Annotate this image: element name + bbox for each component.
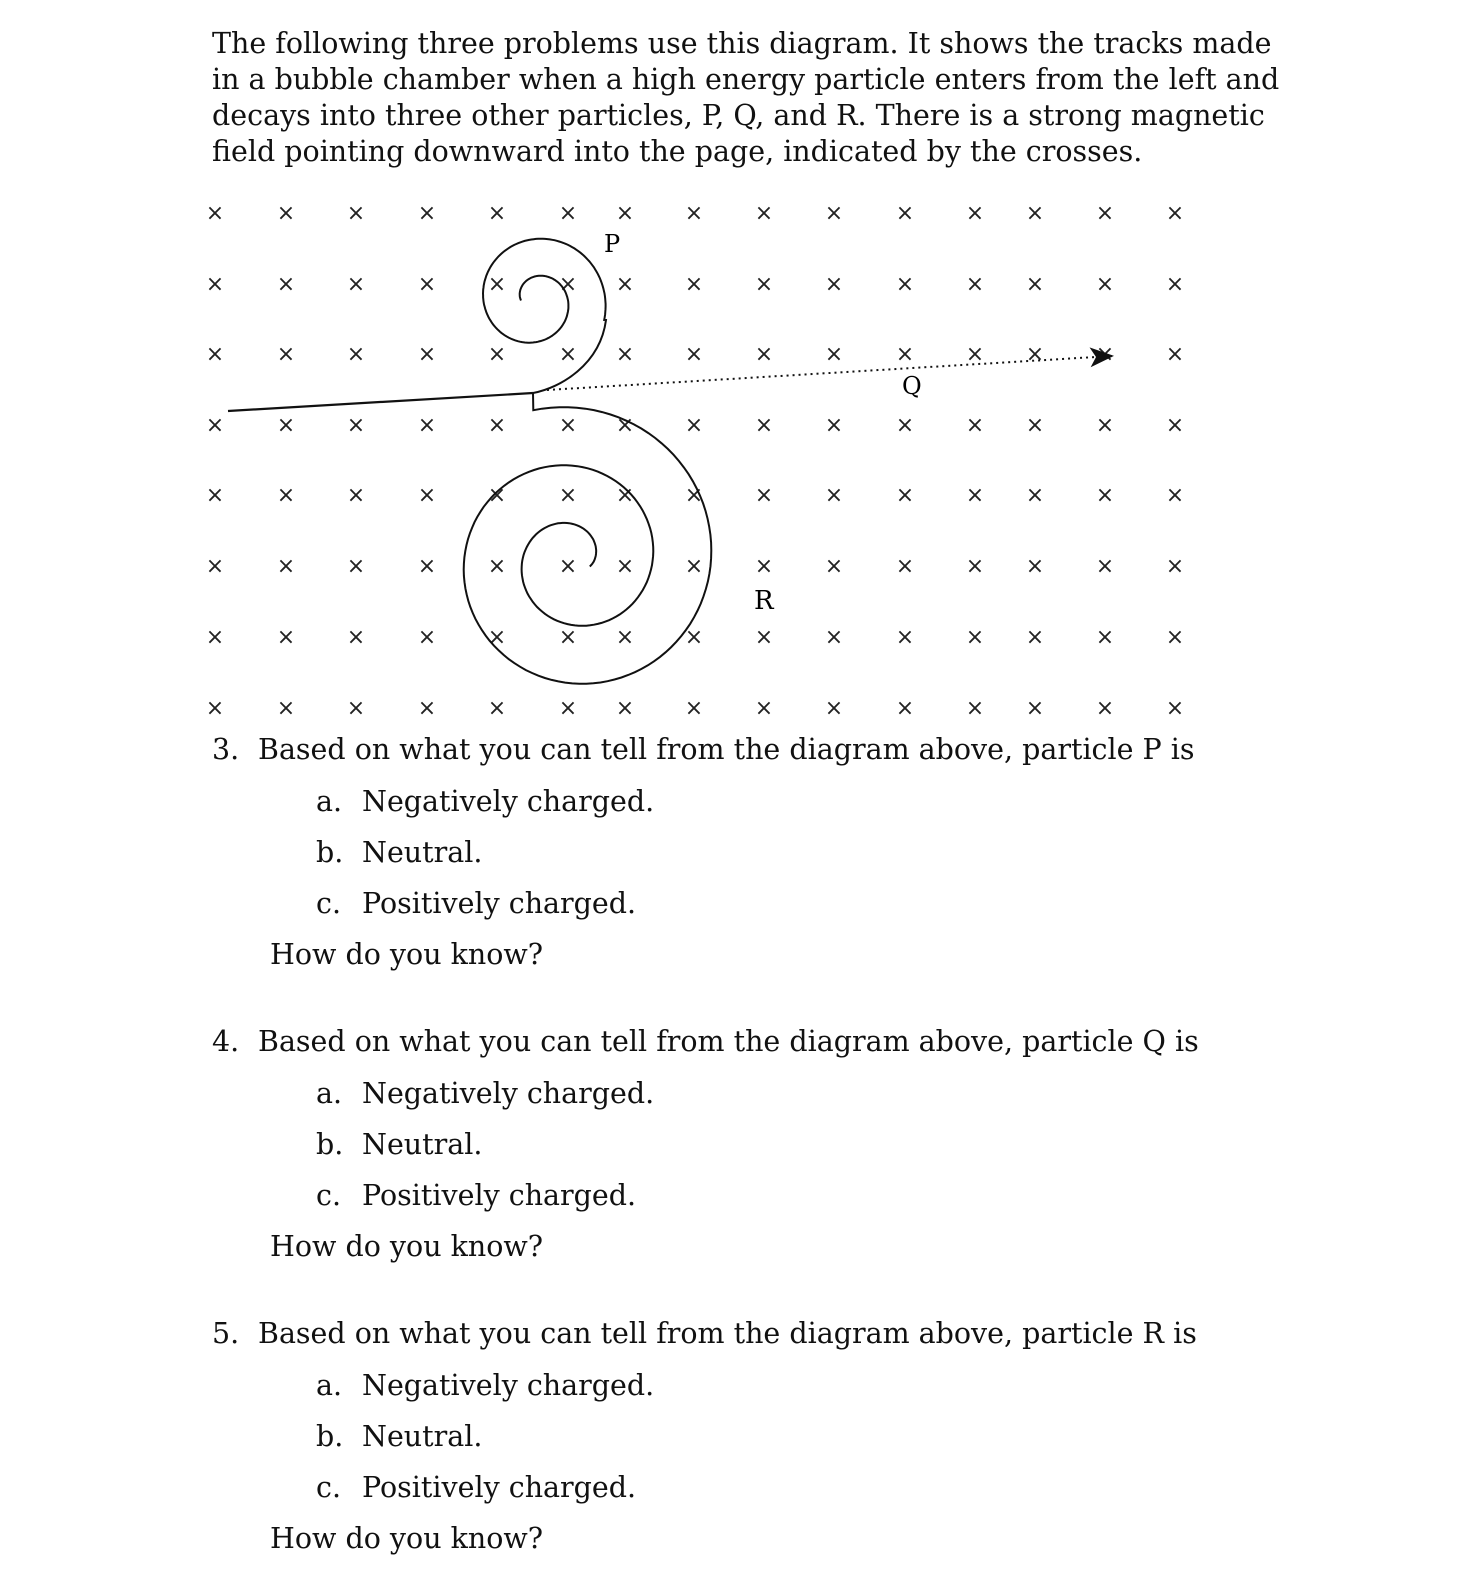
field-cross-icon: × [895,272,915,297]
field-cross-icon: × [824,483,844,508]
option-text: Negatively charged. [362,785,655,818]
field-cross-icon: × [487,554,507,579]
field-cross-icon: × [276,625,296,650]
intro-paragraph: The following three problems use this diagram. It shows the tracks made in a bubble chamber when a high energy particle enters from the left and decays into three other particles, P, Q, and R. There is a strong magnetic field pointing downward into the page, indicated by the crosses. [212,27,1280,168]
field-cross-icon: × [615,413,635,438]
field-cross-icon: × [205,483,225,508]
field-cross-icon: × [346,696,366,721]
field-cross-icon: × [205,413,225,438]
field-cross-icon: × [824,696,844,721]
field-cross-icon: × [558,483,578,508]
field-cross-icon: × [417,413,437,438]
question-number: 4. [212,1025,240,1058]
magnetic-field-crosses [206,201,1184,721]
field-cross-icon: × [824,272,844,297]
field-cross-icon: × [487,413,507,438]
field-cross-icon: × [1165,413,1185,438]
particle-p-track [483,239,606,393]
field-cross-icon: × [1095,342,1115,367]
field-cross-icon: × [824,342,844,367]
field-cross-icon: × [346,413,366,438]
field-cross-icon: × [965,625,985,650]
question-number: 5. [212,1317,240,1350]
field-cross-icon: × [346,483,366,508]
option-letter: b. [316,836,344,869]
field-cross-icon: × [1165,554,1185,579]
option-letter: a. [316,1077,343,1110]
field-cross-icon: × [487,272,507,297]
field-cross-icon: × [895,696,915,721]
field-cross-icon: × [754,342,774,367]
option-letter: b. [316,1420,344,1453]
field-cross-icon: × [1025,342,1045,367]
field-cross-icon: × [1025,483,1045,508]
field-cross-icon: × [754,483,774,508]
field-cross-icon: × [1095,272,1115,297]
field-cross-icon: × [824,413,844,438]
field-cross-icon: × [1095,554,1115,579]
question-text: Based on what you can tell from the diagram above, particle R is [258,1317,1197,1350]
field-cross-icon: × [558,342,578,367]
field-cross-icon: × [417,342,437,367]
label-p: P [604,230,621,258]
field-cross-icon: × [754,272,774,297]
option-text: Neutral. [362,1128,483,1161]
field-cross-icon: × [205,696,225,721]
field-cross-icon: × [965,413,985,438]
question-number: 3. [212,733,240,766]
field-cross-icon: × [205,201,225,226]
question-text: Based on what you can tell from the diagram above, particle Q is [258,1025,1199,1058]
field-cross-icon: × [684,272,704,297]
field-cross-icon: × [754,554,774,579]
field-cross-icon: × [1025,413,1045,438]
field-cross-icon: × [558,201,578,226]
field-cross-icon: × [276,272,296,297]
field-cross-icon: × [1165,272,1185,297]
bubble-chamber-diagram [0,0,1469,740]
field-cross-icon: × [754,625,774,650]
field-cross-icon: × [615,272,635,297]
option-letter: c. [316,1179,342,1212]
field-cross-icon: × [895,483,915,508]
field-cross-icon: × [487,201,507,226]
field-cross-icon: × [205,554,225,579]
incoming-particle-track [228,393,533,411]
option-text: Negatively charged. [362,1369,655,1402]
how-do-you-know-prompt: How do you know? [270,1230,544,1263]
field-cross-icon: × [1165,696,1185,721]
field-cross-icon: × [684,554,704,579]
field-cross-icon: × [558,413,578,438]
field-cross-icon: × [895,201,915,226]
field-cross-icon: × [824,201,844,226]
field-cross-icon: × [615,483,635,508]
field-cross-icon: × [417,201,437,226]
field-cross-icon: × [684,483,704,508]
option-c[interactable] [316,1179,636,1212]
field-cross-icon: × [754,413,774,438]
question-5-stem [212,1317,1197,1350]
field-cross-icon: × [346,342,366,367]
field-cross-icon: × [558,554,578,579]
field-cross-icon: × [558,625,578,650]
field-cross-icon: × [824,625,844,650]
field-cross-icon: × [895,554,915,579]
option-letter: a. [316,785,343,818]
field-cross-icon: × [754,696,774,721]
field-cross-icon: × [1165,483,1185,508]
field-cross-icon: × [1095,625,1115,650]
how-do-you-know-prompt: How do you know? [270,1522,544,1555]
field-cross-icon: × [895,342,915,367]
field-cross-icon: × [205,625,225,650]
field-cross-icon: × [1165,201,1185,226]
field-cross-icon: × [684,625,704,650]
field-cross-icon: × [276,342,296,367]
field-cross-icon: × [1025,696,1045,721]
field-cross-icon: × [276,413,296,438]
field-cross-icon: × [684,696,704,721]
option-b[interactable] [316,836,482,869]
option-letter: c. [316,887,342,920]
field-cross-icon: × [276,483,296,508]
field-cross-icon: × [615,696,635,721]
question-4-stem [212,1025,1199,1058]
field-cross-icon: × [1025,201,1045,226]
question-text: Based on what you can tell from the diagram above, particle P is [258,733,1195,766]
option-letter: a. [316,1369,343,1402]
option-text: Neutral. [362,836,483,869]
option-b[interactable] [316,1420,482,1453]
field-cross-icon: × [276,554,296,579]
field-cross-icon: × [276,201,296,226]
option-letter: c. [316,1471,342,1504]
option-letter: b. [316,1128,344,1161]
option-text: Neutral. [362,1420,483,1453]
field-cross-icon: × [487,625,507,650]
field-cross-icon: × [1025,625,1045,650]
option-c[interactable] [316,1471,636,1504]
option-a[interactable] [316,1077,654,1110]
field-cross-icon: × [615,201,635,226]
label-r: R [754,586,774,616]
field-cross-icon: × [276,696,296,721]
field-cross-icon: × [965,272,985,297]
option-c[interactable] [316,887,636,920]
field-cross-icon: × [1095,696,1115,721]
option-a[interactable] [316,1369,654,1402]
field-cross-icon: × [487,342,507,367]
field-cross-icon: × [684,201,704,226]
field-cross-icon: × [615,342,635,367]
field-cross-icon: × [965,342,985,367]
option-b[interactable] [316,1128,482,1161]
label-q: Q [902,372,922,400]
option-text: Negatively charged. [362,1077,655,1110]
field-cross-icon: × [205,272,225,297]
field-cross-icon: × [965,554,985,579]
field-cross-icon: × [754,201,774,226]
field-cross-icon: × [346,272,366,297]
field-cross-icon: × [417,483,437,508]
option-a[interactable] [316,785,654,818]
option-text: Positively charged. [362,1179,637,1212]
how-do-you-know-prompt: How do you know? [270,938,544,971]
field-cross-icon: × [1095,483,1115,508]
field-cross-icon: × [417,554,437,579]
field-cross-icon: × [965,696,985,721]
option-text: Positively charged. [362,887,637,920]
option-text: Positively charged. [362,1471,637,1504]
field-cross-icon: × [1025,272,1045,297]
field-cross-icon: × [1095,413,1115,438]
field-cross-icon: × [346,201,366,226]
field-cross-icon: × [895,625,915,650]
field-cross-icon: × [417,696,437,721]
field-cross-icon: × [1095,201,1115,226]
field-cross-icon: × [615,625,635,650]
question-3-stem [212,733,1195,766]
field-cross-icon: × [346,554,366,579]
field-cross-icon: × [558,696,578,721]
field-cross-icon: × [684,413,704,438]
field-cross-icon: × [487,483,507,508]
field-cross-icon: × [346,625,366,650]
field-cross-icon: × [417,625,437,650]
field-cross-icon: × [1165,625,1185,650]
field-cross-icon: × [205,342,225,367]
field-cross-icon: × [824,554,844,579]
field-cross-icon: × [895,413,915,438]
field-cross-icon: × [965,201,985,226]
field-cross-icon: × [1165,342,1185,367]
field-cross-icon: × [417,272,437,297]
field-cross-icon: × [558,272,578,297]
field-cross-icon: × [1025,554,1045,579]
field-cross-icon: × [615,554,635,579]
field-cross-icon: × [487,696,507,721]
field-cross-icon: × [965,483,985,508]
field-cross-icon: × [684,342,704,367]
